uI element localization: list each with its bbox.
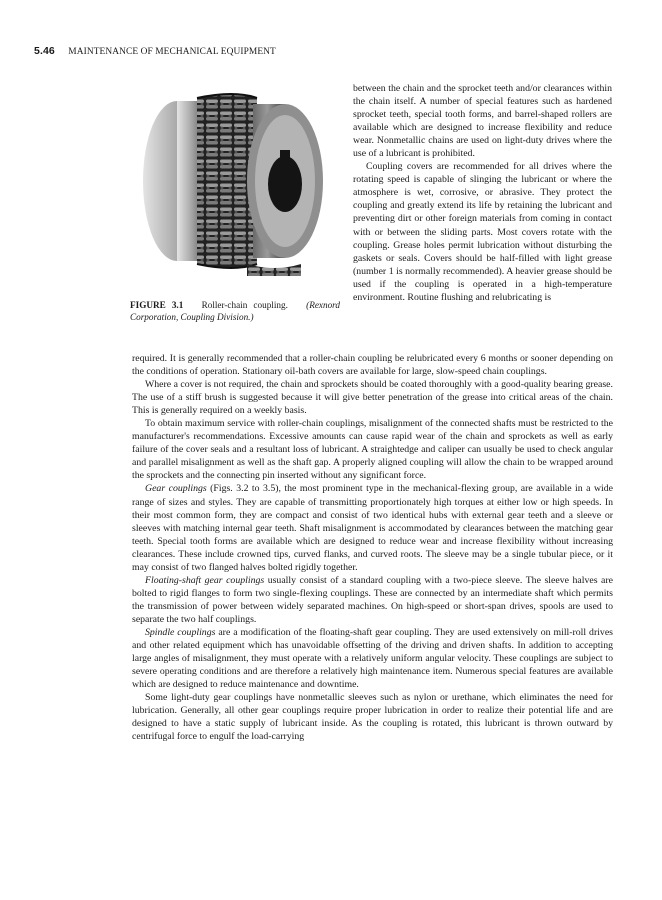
figure-caption-text: Roller-chain coupling. bbox=[201, 300, 288, 310]
term: Spindle couplings bbox=[145, 626, 216, 638]
term: Floating-shaft gear couplings bbox=[145, 574, 265, 586]
paragraph: Gear couplings (Figs. 3.2 to 3.5), the most prominent type in the mechanical-flexing group, are available in a wide range of sizes and styles. They are capable of transmitting proportionately high torques at either low or high speeds. In their most common form, they are compact and consist of two identical hubs with external gear teeth and a sleeve or sleeves with matching internal gear teeth. Shaft misalignment is accommodated by clearances between the matching gear teeth. Special tooth forms are available which are designed to reduce wear and increase flexibility without increasing clearances. These include crowned tips, curved flanks, and curved roots. The sleeve may be a single tubular piece, or it may consist of two flanged halves bolted rigidly together. bbox=[132, 483, 613, 573]
paragraph: required. It is generally recommended that a roller-chain coupling be relubricated every 6 months or sooner depending on the conditions of operation. Stationary oil-bath covers are available for large, slow-speed chain couplings. bbox=[132, 353, 613, 378]
roller-chain-coupling-photo bbox=[135, 86, 331, 276]
body-text bbox=[132, 352, 613, 743]
paragraph: To obtain maximum service with roller-chain couplings, misalignment of the connected shafts must be restricted to the manufacturer's recommendations. Excessive amounts can cause rapid wear of the chain and sprockets as well as early failure of the cover seals and a resultant loss of lubricant. A straightedge and caliper can usually be used to check angular and parallel misalignment as well as the shaft gap. A properly aligned coupling will allow the chain to be wrapped around the sprockets and the connecting pin inserted without any significant force. bbox=[132, 418, 613, 482]
paragraph: Coupling covers are recommended for all drives where the rotating speed is capable of slinging the lubricant or where the atmosphere is wet, corrosive, or abrasive. They protect the coupling and greatly extend its life by retaining the lubricant and preventing dirt or other foreign materials from coming in contact with or between the sliding parts. Most covers rotate with the coupling. Grease holes permit lubrication without disturbing the gaskets or seals. Covers should be half-filled with light grease (number 1 is normally recommended). A heavier grease should be used if the coupling is operated in a high-temperature environment. Routine flushing and relubricating is bbox=[353, 161, 612, 303]
figure-label: FIGURE 3.1 bbox=[130, 300, 184, 310]
term: Gear couplings bbox=[145, 483, 207, 495]
paragraph: Floating-shaft gear couplings usually consist of a standard coupling with a two-piece sleeve. The sleeve halves are bolted to rigid flanges to form two single-flexing couplings. These are connected by an intermediate shaft which permits the transmission of power between widely separated machines. On high-speed or short-span drives, spools are used to separate the two half couplings. bbox=[132, 574, 613, 625]
figure-credit: (Rexnord Corporation, Coupling Division.) bbox=[130, 300, 340, 322]
running-title: MAINTENANCE OF MECHANICAL EQUIPMENT bbox=[68, 47, 276, 57]
paragraph: Spindle couplings are a modification of the floating-shaft gear coupling. They are used extensively on mill-roll drives and other related equipment which has unavoidable offsetting of the driving and driven shafts. In addition to accepting large angles of misalignment, they must operate with a relatively uniform angular velocity. These couplings are subject to severe operating conditions and are therefore a relatively high maintenance item. Numerous special features are available which are designed to reduce maintenance and downtime. bbox=[132, 626, 613, 691]
paragraph: Where a cover is not required, the chain and sprockets should be coated thoroughly with a good-quality bearing grease. The use of a stiff brush is suggested because it will give better penetration of the grease into critical areas of the chain. This is generally required on a weekly basis. bbox=[132, 379, 613, 417]
paragraph: Some light-duty gear couplings have nonmetallic sleeves such as nylon or urethane, which eliminates the need for lubrication. Generally, all other gear couplings require proper lubrication in order to realize their potential life and are designed to have a static supply of lubricant inside. As the coupling is rotated, this lubricant is thrown outward by centrifugal force to engulf the load-carrying bbox=[132, 692, 613, 743]
figure-caption bbox=[130, 299, 340, 323]
page-number: 5.46 bbox=[34, 45, 55, 57]
right-column-text bbox=[353, 82, 612, 304]
paragraph: between the chain and the sprocket teeth and/or clearances within the chain itself. A number of special features such as hardened sprocket teeth, special tooth forms, and barrel-shaped rollers are available which are designed to increase flexibility and reduce wear. Nonmetallic chains are used on light-duty drives where the use of a lubricant is prohibited. bbox=[353, 83, 612, 160]
running-header bbox=[34, 45, 276, 57]
